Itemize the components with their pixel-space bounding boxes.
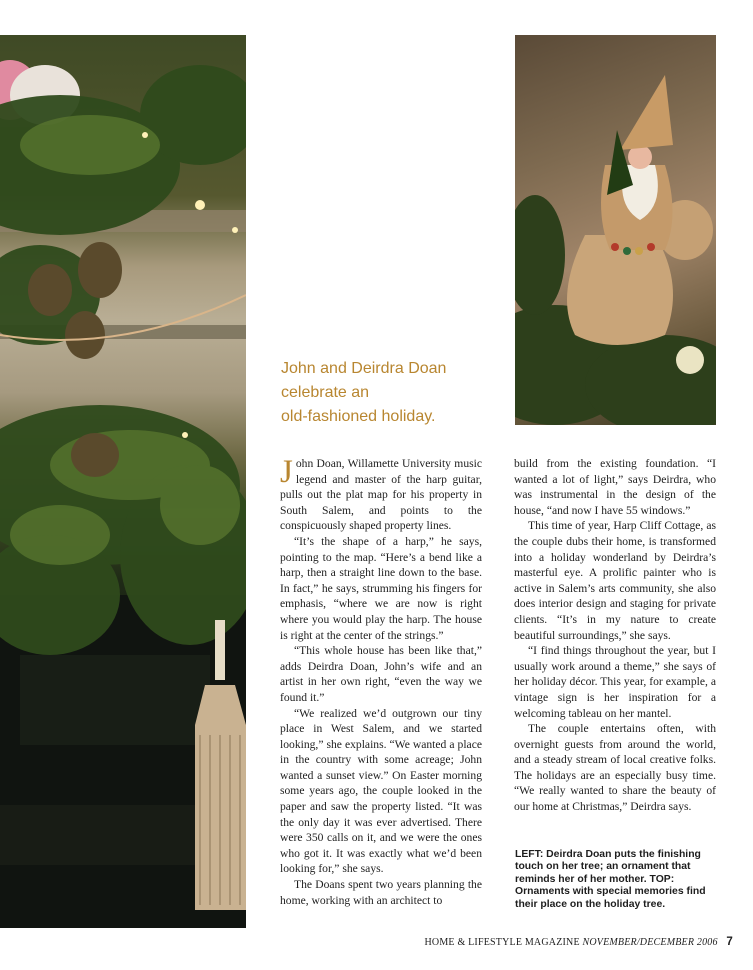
wreath-photo-art [0, 35, 246, 928]
santa-ornament-art [515, 35, 716, 425]
issue-date: NOVEMBER/DECEMBER 2006 [582, 937, 718, 948]
paragraph: “I find things throughout the year, but I usually work around a theme,” she says of her holiday décor. This year, for example, a vintage sign is her inspiration for a welcoming tableau on her mantel. [514, 644, 716, 720]
caption-left-label: LEFT: [515, 849, 544, 860]
paragraph: The couple entertains often, with overnight guests from around the world, and a steady stream of local creative folks. The holidays are an especially busy time. “We really wanted to share the beauty of our home at Christmas,” Deirdra says. [514, 722, 716, 814]
drop-cap: J [280, 454, 293, 490]
headline-line-3: old-fashioned holiday. [281, 408, 436, 425]
article-column-2 [514, 456, 716, 815]
magazine-name: HOME & LIFESTYLE MAGAZINE [424, 937, 580, 948]
page-number: 7 [726, 936, 733, 948]
paragraph: The Doans spent two years planning the home, working with an architect to [280, 878, 482, 907]
page-footer [425, 936, 734, 948]
headline-line-1: John and Deirdra Doan [281, 360, 447, 377]
photo-caption [515, 849, 720, 911]
paragraph: “It’s the shape of a harp,” he says, pointing to the map. “Here’s a bend like a harp, then a straight line down to the base. In fact,” he says, strumming his fingers for emphasis, “where we are now is right where you would play the harp. The house is right at the center of the strings.” [280, 534, 482, 642]
paragraph: “We realized we’d outgrown our tiny place in West Salem, and we started looking,” she explains. “We wanted a place in the country with some acreage; John wanted a sunset view.” On Easter morning some years ago, the couple looked in the paper and saw the property listed. “It was the only day it was ever advertised. There were 350 calls on it, and we were the ones who got it. It was exactly what we’d been looking for,” she says. [280, 706, 482, 876]
paragraph: John Doan, Willamette University music legend and master of the harp guitar, pulls out the plat map for his property in South Salem, and points to the conspicuously shaped property lines. [280, 454, 482, 533]
paragraph: This time of year, Harp Cliff Cottage, as the couple dubs their home, is transformed into a holiday wonderland by Deirdra’s masterful eye. A prolific painter who is active in Salem’s arts community, she also does interior design and staging for private clients. “It’s in my nature to create beautiful surroundings,” she says. [514, 519, 716, 642]
paragraph: “This whole house has been like that,” adds Deirdra Doan, John’s wife and an artist in her own right, “even the way we found it.” [280, 644, 482, 704]
article-column-1 [280, 456, 482, 908]
santa-ornament-photo [515, 35, 716, 425]
paragraph: build from the existing foundation. “I wanted a lot of light,” says Deirdra, who was instrumental in the design of the house, “and now I have 55 windows.” [514, 457, 716, 517]
article-headline [281, 357, 501, 429]
caption-top-label: TOP: [649, 873, 675, 885]
caption-left-text: Deirdra Doan puts the finishing touch on her tree; an ornament that reminds her of her mother. [515, 849, 701, 885]
wreath-photo [0, 35, 246, 928]
headline-line-2: celebrate an [281, 384, 370, 401]
caption-top-text: Ornaments with special memories find their place on the holiday tree. [515, 886, 706, 910]
